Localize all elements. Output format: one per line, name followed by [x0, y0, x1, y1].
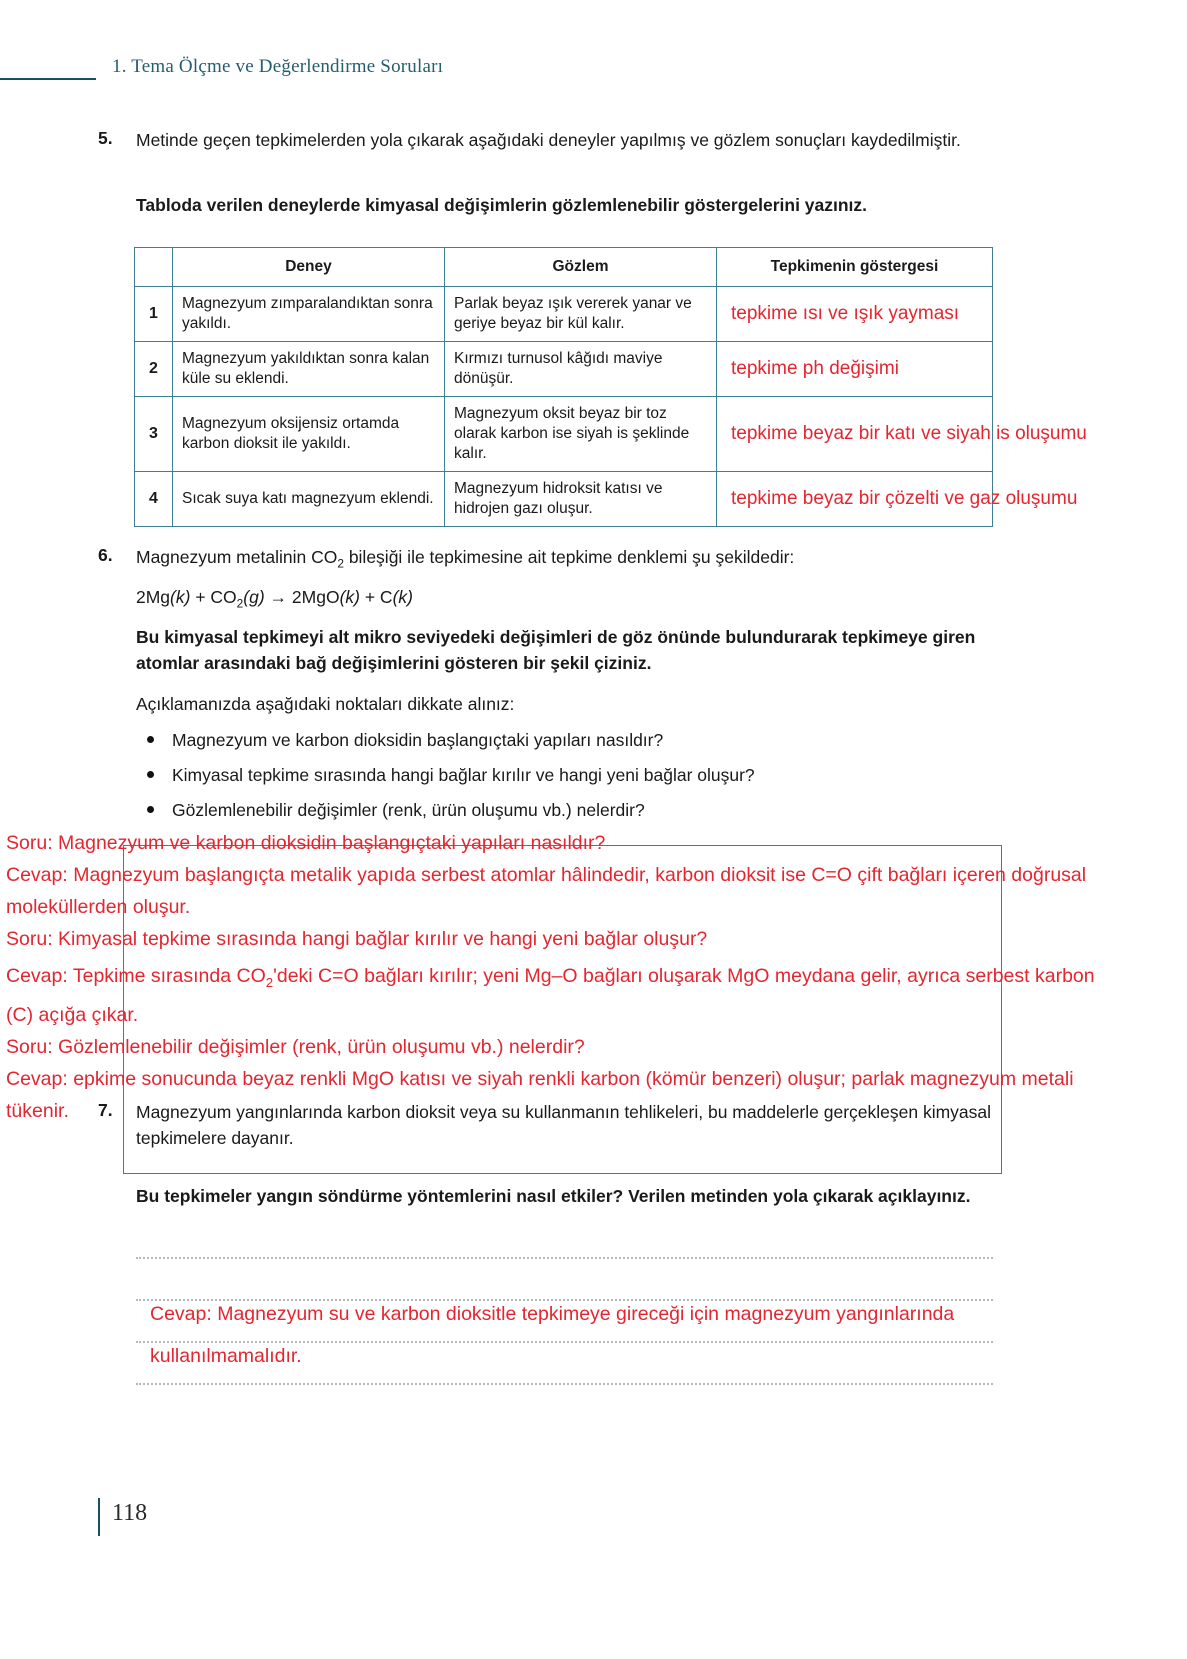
- list-item: Magnezyum ve karbon dioksidin başlangıçtaki yapıları nasıldır?: [136, 727, 998, 753]
- answer-line[interactable]: [136, 1257, 993, 1259]
- column-header-deney: Deney: [173, 248, 445, 287]
- eq-p3: 2MgO: [291, 587, 340, 607]
- row-gozlem: Magnezyum oksit beyaz bir toz olarak karbon ise siyah is şeklinde kalır.: [445, 397, 717, 472]
- ink-line-4-b: 'deki C=O bağları kırılır; yeni Mg–O bağları oluşarak MgO meydana gelir, ayrıca serbest karbon (C) açığa çıkar.: [6, 965, 1095, 1026]
- ink-line-3: Soru: Kimyasal tepkime sırasında hangi bağlar kırılır ve hangi yeni bağlar oluşur?: [6, 928, 708, 950]
- list-item: Kimyasal tepkime sırasında hangi bağlar kırılır ve hangi yeni bağlar oluşur?: [136, 762, 998, 788]
- header-rule: [0, 78, 96, 80]
- answer-line[interactable]: [136, 1299, 993, 1301]
- ink-line-1: Soru: Magnezyum ve karbon dioksidin başlangıçtaki yapıları nasıldır?: [6, 832, 606, 854]
- eq-arrow: →: [264, 587, 292, 607]
- eq-sub2: 2: [236, 596, 244, 611]
- experiments-table: [134, 247, 1087, 527]
- table-row: [135, 287, 993, 342]
- ink-line-4-subscript: 2: [265, 974, 274, 990]
- question-7-text: Magnezyum yangınlarında karbon dioksit veya su kullanmanın tehlikeleri, bu maddelerle gerçekleşen kimyasal tepkimelere dayanır.: [136, 1102, 992, 1148]
- q6-text-subscript: 2: [337, 556, 344, 571]
- row-gozlem: Parlak beyaz ışık vererek yanar ve geriye beyaz bir kül kalır.: [445, 287, 717, 342]
- question-5-number: 5.: [98, 128, 113, 148]
- ink-line-6: Cevap: epkime sonucunda beyaz renkli MgO katısı ve siyah renkli karbon (kömür benzeri) oluşur; parlak magnezyum metali tükenir.: [6, 1067, 1074, 1122]
- header-title: 1. Tema Ölçme ve Değerlendirme Soruları: [112, 56, 444, 77]
- handwritten-answer-2: tepkime ph değişimi: [731, 358, 899, 379]
- row-index: 4: [135, 472, 173, 527]
- question-6-number: 6.: [98, 545, 113, 565]
- row-gozlem: Magnezyum hidroksit katısı ve hidrojen gazı oluşur.: [445, 472, 717, 527]
- q6-text-part-a: Magnezyum metalinin CO: [136, 547, 338, 567]
- column-header-index: [135, 248, 173, 287]
- list-item: Gözlemlenebilir değişimler (renk, ürün oluşumu vb.) nelerdir?: [136, 797, 998, 823]
- q6-text-part-b: bileşiği ile tepkimesine ait tepkime denklemi şu şekildedir:: [343, 547, 795, 567]
- ink-line-5: Soru: Gözlemlenebilir değişimler (renk, ürün oluşumu vb.) nelerdir?: [6, 1035, 585, 1058]
- question-6-text: [136, 544, 1016, 577]
- question-5-text: Metinde geçen tepkimelerden yola çıkarak aşağıdaki deneyler yapılmış ve gözlem sonuçları kaydedilmiştir.: [136, 130, 961, 150]
- question-6-instruction: Bu kimyasal tepkimeyi alt mikro seviyedeki değişimleri de göz önünde bulundurarak tepkimeye giren atomlar arasındaki bağ değişimlerini gösteren bir şekil çiziniz.: [136, 627, 976, 673]
- table-header-row: [135, 248, 993, 287]
- column-header-gosterge: Tepkimenin göstergesi: [717, 248, 993, 287]
- eq-s2: (g): [243, 587, 265, 607]
- table-row: [135, 472, 993, 527]
- eq-p4: + C: [359, 587, 393, 607]
- row-index: 2: [135, 342, 173, 397]
- eq-p1: 2Mg: [136, 587, 171, 607]
- handwritten-answer-3: tepkime beyaz bir katı ve siyah is oluşumu: [731, 423, 1087, 444]
- answer-line[interactable]: [136, 1383, 993, 1385]
- row-deney: Sıcak suya katı magnezyum eklendi.: [173, 472, 445, 527]
- reaction-equation: [136, 584, 836, 617]
- row-gosterge-answer[interactable]: [717, 342, 993, 397]
- row-deney: Magnezyum oksijensiz ortamda karbon dioksit ile yakıldı.: [173, 397, 445, 472]
- ink-line-4-a: Cevap: Tepkime sırasında CO: [6, 965, 266, 987]
- running-header: [0, 56, 1187, 90]
- question-7-instruction: Bu tepkimeler yangın söndürme yöntemlerini nasıl etkiler? Verilen metinden yola çıkarak açıklayınız.: [136, 1186, 971, 1206]
- row-gosterge-answer[interactable]: [717, 397, 1087, 472]
- row-gosterge-answer[interactable]: [717, 287, 993, 342]
- table-row: [135, 397, 993, 472]
- row-gosterge-answer[interactable]: [717, 472, 1078, 527]
- handwritten-answer-1: tepkime ısı ve ışık yayması: [731, 303, 960, 324]
- row-deney: Magnezyum yakıldıktan sonra kalan küle su eklendi.: [173, 342, 445, 397]
- row-deney: Magnezyum zımparalandıktan sonra yakıldı.: [173, 287, 445, 342]
- answer-line[interactable]: [136, 1341, 993, 1343]
- eq-s4: (k): [392, 587, 413, 607]
- eq-s3: (k): [339, 587, 360, 607]
- folio-rule: [98, 1498, 100, 1536]
- ink-line-2: Cevap: Magnezyum başlangıçta metalik yapıda serbest atomlar hâlindedir, karbon dioksit ise C=O çift bağları içeren doğrusal moleküllerden oluşur.: [6, 864, 1087, 918]
- row-index: 3: [135, 397, 173, 472]
- row-gozlem: Kırmızı turnusol kâğıdı maviye dönüşür.: [445, 342, 717, 397]
- eq-s1: (k): [170, 587, 191, 607]
- handwritten-answer-4: tepkime beyaz bir çözelti ve gaz oluşumu: [731, 488, 1078, 509]
- question-7-number: 7.: [98, 1100, 113, 1120]
- row-index: 1: [135, 287, 173, 342]
- table-row: [135, 342, 993, 397]
- eq-p2: + CO: [190, 587, 237, 607]
- question-6-bullet-list: [136, 727, 998, 832]
- question-5-subtitle: Tabloda verilen deneylerde kimyasal değişimlerin gözlemlenebilir göstergelerini yazınız.: [136, 195, 868, 215]
- page-number: 118: [112, 1500, 148, 1526]
- column-header-gozlem: Gözlem: [445, 248, 717, 287]
- question-6-note: Açıklamanızda aşağıdaki noktaları dikkate alınız:: [136, 694, 515, 714]
- question-7-handwritten-answer: Cevap: Magnezyum su ve karbon dioksitle tepkimeye gireceği için magnezyum yangınlarında kullanılmamalıdır.: [150, 1303, 955, 1367]
